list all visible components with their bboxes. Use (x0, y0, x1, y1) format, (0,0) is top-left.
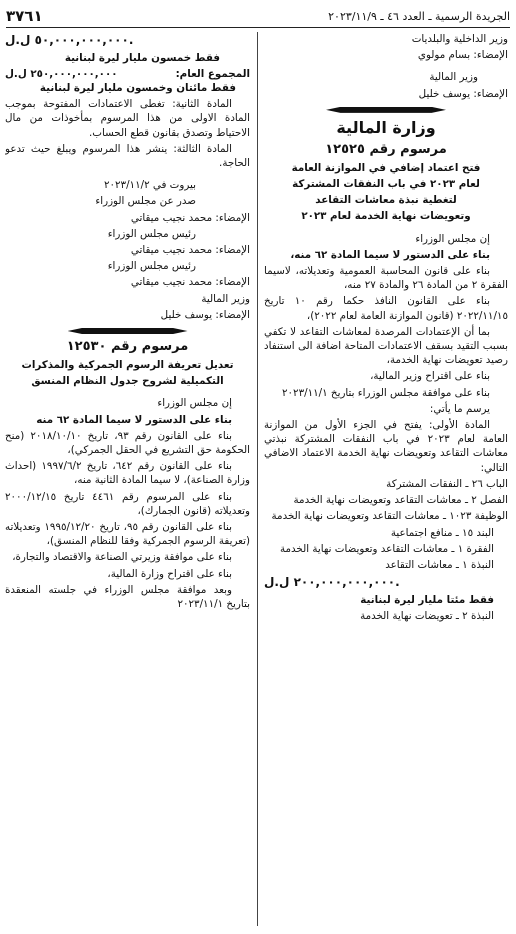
preamble-council: إن مجلس الوزراء (415, 232, 490, 245)
budget-line-function: الوظيفة ١٠٢٣ ـ معاشات التقاعد وتعويضات نهاية الخدمة (271, 510, 508, 523)
finance-minister-signature: الإمضاء: يوسف خليل (418, 87, 508, 100)
page-number: ٣٧٦١ (6, 7, 43, 26)
preamble-approval: بناء على موافقة مجلس الوزراء بتاريخ ٢٠٢٣/١١/١ (282, 386, 490, 399)
right-column (264, 32, 508, 930)
amount-2-in-words: فقط خمسون مليار ليرة لبنانية (64, 51, 220, 64)
budget-line-subitem-1: النبذة ١ ـ معاشات التقاعد (385, 558, 494, 571)
finance-minister-title: وزير المالية (429, 71, 478, 84)
signatory-line-6: الإمضاء: محمد نجيب ميقاتي (130, 276, 250, 289)
signatory-line-8: الإمضاء: يوسف خليل (160, 308, 250, 321)
budget-line-subitem-2: النبذة ٢ ـ تعويضات نهاية الخدمة (360, 609, 494, 622)
decree-2-council: إن مجلس الوزراء (157, 397, 232, 410)
decree-2-proposal: بناء على اقتراح وزارة المالية، (107, 567, 232, 580)
left-column (5, 32, 250, 930)
article-1: المادة الأولى: يفتح في الجزء الأول من الموازنة العامة لعام ٢٠٢٣ في باب النفقات المشتركة نبذتي معاشات التقاعد وتعويضات نهاية الخدمة الاعتماد الاضافي التالي: (264, 419, 508, 474)
grand-total-row (5, 67, 250, 81)
signatory-line-4: الإمضاء: محمد نجيب ميقاتي (130, 243, 250, 256)
preamble-budget-law: بناء على القانون النافذ حكما رقم ١٠ تاريخ ٢٠٢٢/١١/١٥ (قانون الموازنة العامة لعام ٢٠٢٢)، (264, 295, 508, 322)
decree-number: مرسوم رقم ١٢٥٢٥ (325, 141, 447, 157)
section-divider-2 (5, 328, 250, 334)
article-3: المادة الثالثة: ينشر هذا المرسوم ويبلغ حيث تدعو الحاجة. (5, 142, 250, 169)
decree-subject-line-3: لتغطية نبذة معاشات التقاعد (315, 194, 457, 207)
preamble-constitution: بناء على الدستور لا سيما المادة ٦٢ منه، (290, 248, 490, 261)
amount-1: ٢٠٠,٠٠٠,٠٠٠,٠٠٠ ل.ل. (264, 575, 400, 590)
ministry-title: وزارة المالية (336, 117, 436, 137)
decree-subject-line-4: وتعويضات نهاية الخدمة لعام ٢٠٢٣ (301, 210, 471, 223)
signatory-line-2: الإمضاء: محمد نجيب ميقاتي (130, 211, 250, 224)
budget-line-section: الفصل ٢ ـ معاشات التقاعد وتعويضات نهاية الخدمة (293, 494, 508, 507)
preamble-whereas: بما أن الإعتمادات المرصدة لمعاشات التقاعد لا تكفي بسبب التقيد بسقف الاعتمادات المتاحة اضافة الى استنفاد رصيد تعويضات نهاية الخدمة، (264, 325, 508, 367)
decree-2-council-approval: وبعد موافقة مجلس الوزراء في جلسته المنعقدة بتاريخ ٢٠٢٣/١١/١ (5, 583, 250, 610)
signatory-line-7: وزير المالية (201, 292, 250, 305)
grand-total-label: المجموع العام: (175, 67, 250, 80)
section-divider (264, 107, 508, 113)
decree-2-decree-4461: بناء على المرسوم رقم ٤٤٦١ تاريخ ٢٠٠٠/١٢/١٥ وتعديلاته (قانون الجمارك)، (5, 490, 250, 517)
budget-line-paragraph: الفقرة ١ ـ معاشات التقاعد وتعويضات نهاية الخدمة (279, 542, 494, 555)
decree-2-subject-line-2: التكميلية لشروح جدول النظام المنسق (31, 375, 224, 388)
grand-total-in-words: فقط مائتان وخمسون مليار ليرة لبنانية (39, 81, 236, 94)
decree-2-law-95: بناء على القانون رقم ٩٥، تاريخ ١٩٩٥/١٢/٢٠ وتعديلاته (تعريفة الرسوم الجمركية وفقا للنظام المنسق)، (5, 520, 250, 548)
decree-2-approval-ministers: بناء على موافقة وزيرتي الصناعة والاقتصاد والتجارة، (12, 551, 232, 564)
preamble-proposal: بناء على اقتراح وزير المالية، (370, 370, 490, 383)
budget-line-chapter: الباب ٢٦ ـ النفقات المشتركة (386, 477, 508, 490)
decree-subject-line-2: لعام ٢٠٢٣ في باب النفقات المشتركة (292, 178, 480, 191)
column-separator (257, 32, 258, 926)
decree-enactment: يرسم ما يأتي: (429, 402, 490, 415)
decree-2-law-642: بناء على القانون رقم ٦٤٢، تاريخ ١٩٩٧/٦/٢ (احداث وزارة الصناعة)، لا سيما المادة الثانية منه، (5, 460, 250, 487)
decree-2-law-93: بناء على القانون رقم ٩٣، تاريخ ٢٠١٨/١٠/١٠ (منح الحكومة حق التشريع في الحقل الجمركي)، (5, 429, 250, 456)
signatory-line-5: رئيس مجلس الوزراء (107, 260, 196, 273)
budget-line-item: البند ١٥ ـ منافع اجتماعية (390, 526, 494, 539)
decree-2-subject-line-1: تعديل تعريفة الرسوم الجمركية والمذكرات (21, 358, 234, 371)
signatory-line-3: رئيس مجلس الوزراء (107, 227, 196, 240)
decree-2-constitution: بناء على الدستور لا سيما المادة ٦٢ منه (36, 413, 232, 426)
preamble-accounting-law: بناء على قانون المحاسبة العمومية وتعديلاته، لاسيما الفقرة ٢ من المادة ٢٦ والمادة ٢٧ منه، (264, 265, 508, 292)
signatory-line-1: صدر عن مجلس الوزراء (95, 195, 196, 208)
issue-date: بيروت في ٢٠٢٣/١١/٢ (103, 179, 196, 192)
amount-2: ٥٠,٠٠٠,٠٠٠,٠٠٠ ل.ل. (5, 33, 134, 47)
gazette-issue-title: الجريدة الرسمية ـ العدد ٤٦ ـ ٢٠٢٣/١١/٩ (328, 9, 510, 23)
decree-subject-line-1: فتح اعتماد إضافي في الموازنة العامة (291, 161, 481, 174)
article-2: المادة الثانية: تغطى الاعتمادات المفتوحة بموجب المادة الاولى من هذا المرسوم بمأخوذات من مال الاحتياط وتصدق بقانون قطع الحساب. (5, 98, 250, 139)
interior-minister-title: وزير الداخلية والبلديات (411, 33, 508, 45)
page-header (6, 6, 510, 28)
grand-total-value: ٢٥٠,٠٠٠,٠٠٠,٠٠٠ ل.ل (5, 67, 118, 80)
decree-2-number: مرسوم رقم ١٢٥٣٠ (66, 339, 189, 354)
amount-1-in-words: فقط مئتا مليار ليرة لبنانية (360, 593, 494, 606)
interior-minister-signature: الإمضاء: بسام مولوي (417, 49, 508, 62)
